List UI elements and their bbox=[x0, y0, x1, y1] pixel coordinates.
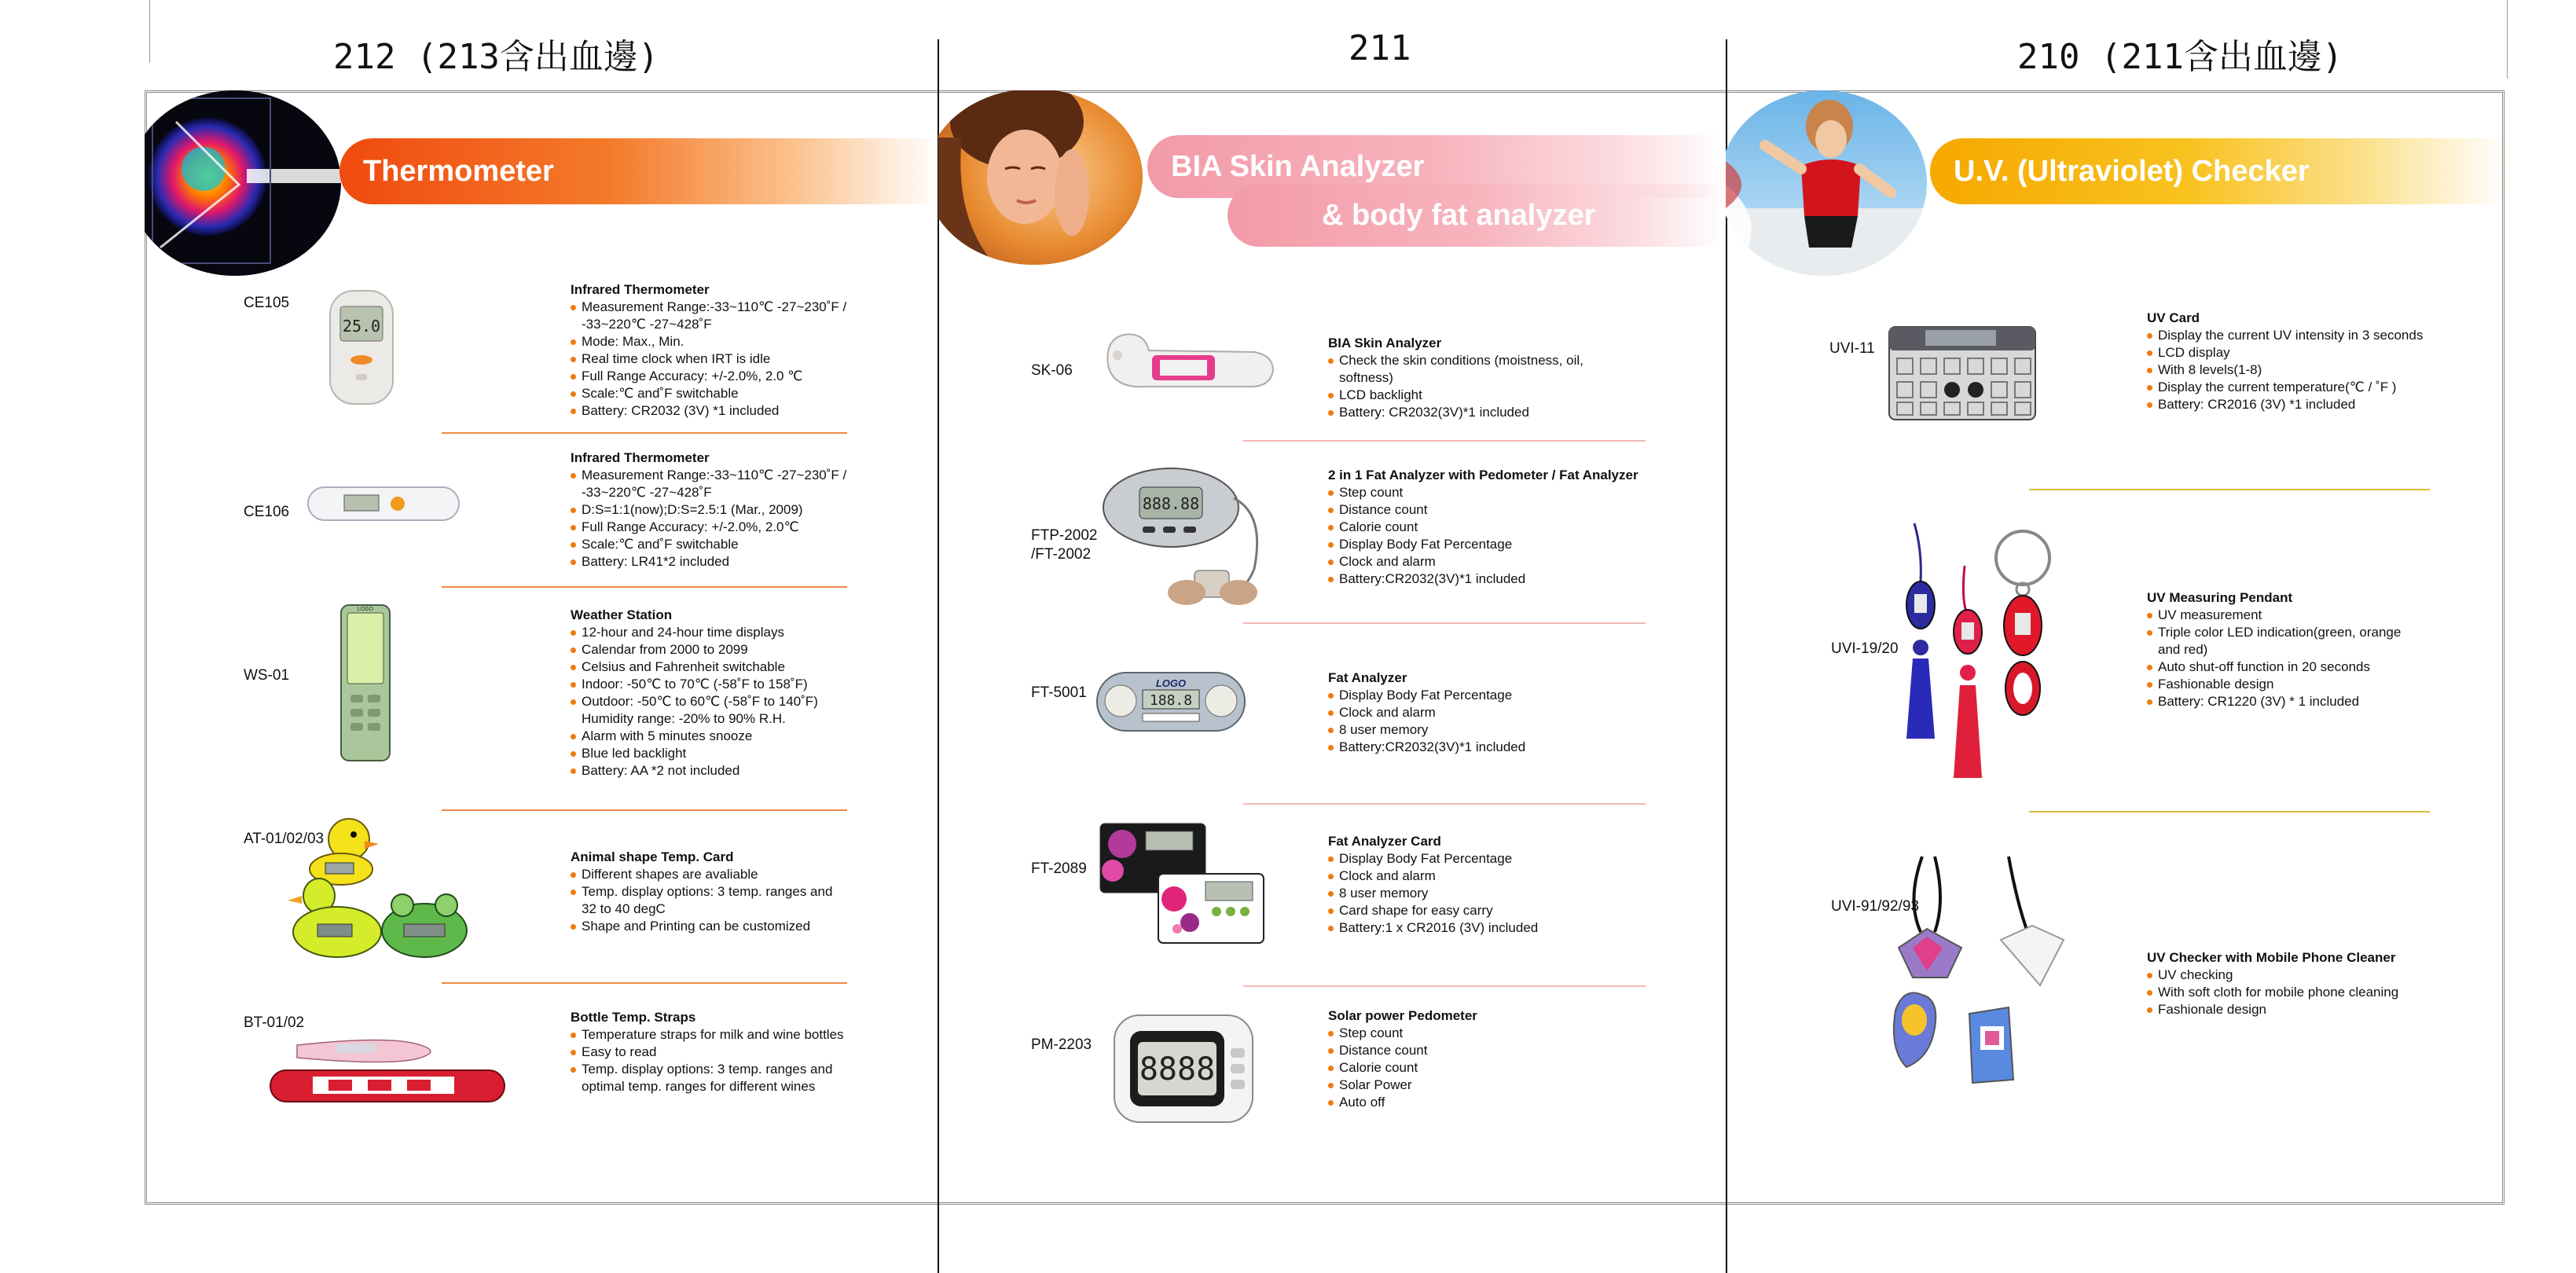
ft5001-title: Fat Analyzer bbox=[1328, 670, 1407, 685]
pm2203-feature: Distance count bbox=[1328, 1042, 1619, 1059]
ws01-feature: Humidity range: -20% to 90% R.H. bbox=[582, 711, 786, 726]
at01-feature: Temp. display options: 3 temp. ranges and bbox=[571, 883, 861, 901]
ftp2002-feature: Clock and alarm bbox=[1328, 553, 1658, 570]
ce105-screen-text: 25.0 bbox=[342, 317, 381, 336]
sk06-feature: Battery: CR2032(3V)*1 included bbox=[1328, 404, 1619, 421]
uvi19-description bbox=[2147, 589, 2461, 710]
ws01-logo: LOGO bbox=[357, 607, 374, 612]
ft5001-description bbox=[1328, 670, 1619, 756]
uvi11-feature: Display the current temperature(℃ / ˚F ) bbox=[2147, 379, 2461, 396]
separator bbox=[1243, 985, 1646, 987]
ftp2002-feature: Distance count bbox=[1328, 501, 1658, 519]
ft5001-feature: Clock and alarm bbox=[1328, 704, 1619, 721]
ce105-description bbox=[571, 281, 861, 420]
thermometer-header-image bbox=[145, 90, 341, 279]
separator bbox=[2029, 811, 2430, 813]
model-ftp2002 bbox=[1031, 526, 1097, 564]
ce105-feature: Full Range Accuracy: +/-2.0%, 2.0 ℃ bbox=[571, 368, 861, 385]
bia-header-photo bbox=[938, 90, 1143, 271]
pm2203-feature: Auto off bbox=[1328, 1094, 1619, 1111]
trim-mark-right bbox=[2507, 0, 2508, 79]
ws01-title: Weather Station bbox=[571, 607, 673, 622]
uv-header-photo bbox=[1726, 90, 1927, 279]
ws01-feature: Blue led backlight bbox=[571, 745, 861, 762]
uvi19-feature: Battery: CR1220 (3V) * 1 included bbox=[2147, 693, 2461, 710]
ft2089-fat-card-image bbox=[1099, 820, 1267, 946]
ft2089-feature: Card shape for easy carry bbox=[1328, 902, 1619, 919]
model-sk06: SK-06 bbox=[1031, 362, 1073, 379]
uvi91-phone-cleaners-image bbox=[1875, 853, 2087, 1089]
ce105-feature: Scale:℃ and˚F switchable bbox=[571, 385, 861, 402]
ce105-thermometer-image bbox=[326, 289, 397, 405]
at01-feature: Different shapes are avaliable bbox=[571, 866, 861, 883]
model-ft5001: FT-5001 bbox=[1031, 684, 1087, 701]
ce106-title: Infrared Thermometer bbox=[571, 450, 710, 465]
model-bt01: BT-01/02 bbox=[244, 1014, 305, 1031]
model-at01: AT-01/02/03 bbox=[244, 831, 325, 847]
ws01-feature: Indoor: -50℃ to 70℃ (-58˚F to 158˚F) bbox=[571, 676, 861, 693]
model-ft2089: FT-2089 bbox=[1031, 860, 1087, 877]
ft2089-feature: 8 user memory bbox=[1328, 885, 1619, 902]
uvi11-title: UV Card bbox=[2147, 310, 2200, 325]
uvi19-feature: Fashionable design bbox=[2147, 676, 2461, 693]
ce106-feature: Measurement Range:-33~110℃ -27~230˚F / bbox=[571, 467, 861, 484]
separator bbox=[1243, 622, 1646, 624]
model-ce105: CE105 bbox=[244, 295, 290, 311]
sk06-description bbox=[1328, 335, 1619, 421]
bia-banner-2: & body fat analyzer bbox=[1227, 184, 1726, 247]
separator bbox=[442, 432, 847, 434]
ftp2002-feature: Step count bbox=[1328, 484, 1658, 501]
bt01-feature: Easy to read bbox=[571, 1044, 861, 1061]
separator bbox=[442, 586, 847, 588]
uvi91-description bbox=[2147, 949, 2477, 1018]
ce105-feature: Real time clock when IRT is idle bbox=[571, 350, 861, 368]
ft5001-feature: 8 user memory bbox=[1328, 721, 1619, 739]
pm2203-pedometer-image bbox=[1106, 1007, 1260, 1130]
thermometer-banner: Thermometer bbox=[339, 138, 938, 204]
at01-feature: Shape and Printing can be customized bbox=[571, 918, 861, 935]
sk06-feature: softness) bbox=[1339, 370, 1393, 385]
bia-banner-1: BIA Skin Analyzer bbox=[1147, 135, 1726, 198]
ftp2002-description bbox=[1328, 467, 1658, 588]
at01-description bbox=[571, 849, 861, 935]
ce106-feature: Scale:℃ and˚F switchable bbox=[571, 536, 861, 553]
separator bbox=[2029, 489, 2430, 490]
ws01-weather-station-image bbox=[336, 603, 394, 762]
ws01-feature: Battery: AA *2 not included bbox=[571, 762, 861, 780]
ce106-thermometer-image bbox=[305, 482, 462, 525]
ft5001-logo: LOGO bbox=[1155, 677, 1187, 689]
uvi19-feature: UV measurement bbox=[2147, 607, 2461, 624]
model-uvi91: UVI-91/92/93 bbox=[1831, 898, 1919, 915]
model-uvi11: UVI-11 bbox=[1829, 340, 1875, 357]
sk06-feature: LCD backlight bbox=[1328, 387, 1619, 404]
bt01-feature: Temp. display options: 3 temp. ranges and bbox=[571, 1061, 861, 1078]
ce106-description bbox=[571, 449, 861, 570]
separator bbox=[442, 982, 847, 984]
uvi11-feature: LCD display bbox=[2147, 344, 2461, 361]
page-number-center: 211 bbox=[1349, 28, 1411, 68]
ft2089-feature: Display Body Fat Percentage bbox=[1328, 850, 1619, 868]
ce105-feature: Measurement Range:-33~110℃ -27~230˚F / bbox=[571, 299, 861, 316]
uvi19-pendants-image bbox=[1902, 519, 2059, 783]
ce105-feature: -33~220℃ -27~428˚F bbox=[582, 317, 712, 332]
model-ws01: WS-01 bbox=[244, 667, 290, 684]
ws01-feature: Outdoor: -50℃ to 60℃ (-58˚F to 140˚F) bbox=[571, 693, 861, 710]
pm2203-feature: Solar Power bbox=[1328, 1077, 1619, 1094]
ftp2002-title: 2 in 1 Fat Analyzer with Pedometer / Fat Analyzer bbox=[1328, 468, 1638, 482]
model-uvi19: UVI-19/20 bbox=[1831, 640, 1899, 657]
uvi19-feature: Triple color LED indication(green, orange bbox=[2147, 624, 2461, 641]
model-ftp2002-line2: /FT-2002 bbox=[1031, 546, 1092, 563]
ws01-feature: Alarm with 5 minutes snooze bbox=[571, 728, 861, 745]
ftp2002-fat-analyzer-image bbox=[1100, 467, 1273, 611]
sk06-title: BIA Skin Analyzer bbox=[1328, 336, 1442, 350]
pm2203-title: Solar power Pedometer bbox=[1328, 1008, 1477, 1023]
ft2089-title: Fat Analyzer Card bbox=[1328, 834, 1441, 849]
sk06-feature: Check the skin conditions (moistness, oil, bbox=[1328, 352, 1619, 369]
uvi91-feature: With soft cloth for mobile phone cleaning bbox=[2147, 984, 2477, 1001]
at01-feature: 32 to 40 degC bbox=[582, 901, 666, 916]
ws01-feature: 12-hour and 24-hour time displays bbox=[571, 624, 861, 641]
ce105-feature: Battery: CR2032 (3V) *1 included bbox=[571, 402, 861, 420]
ftp2002-feature: Battery:CR2032(3V)*1 included bbox=[1328, 570, 1658, 588]
separator bbox=[442, 809, 847, 811]
model-ftp2002-line1: FTP-2002 bbox=[1031, 527, 1098, 544]
ft2089-feature: Battery:1 x CR2016 (3V) included bbox=[1328, 919, 1619, 937]
bt01-description bbox=[571, 1009, 861, 1095]
uvi91-title: UV Checker with Mobile Phone Cleaner bbox=[2147, 950, 2396, 965]
uvi19-feature: and red) bbox=[2158, 642, 2208, 657]
ft2089-description bbox=[1328, 833, 1619, 937]
at01-title: Animal shape Temp. Card bbox=[571, 849, 734, 864]
ce106-feature: Full Range Accuracy: +/-2.0%, 2.0℃ bbox=[571, 519, 861, 536]
separator bbox=[1243, 440, 1646, 442]
uv-banner: U.V. (Ultraviolet) Checker bbox=[1930, 138, 2507, 204]
bt01-title: Bottle Temp. Straps bbox=[571, 1010, 696, 1025]
at01-animal-cards-image bbox=[286, 814, 475, 963]
ft2089-feature: Clock and alarm bbox=[1328, 868, 1619, 885]
ce106-feature: -33~220℃ -27~428˚F bbox=[582, 485, 712, 500]
uvi11-uv-card-image bbox=[1886, 324, 2038, 423]
ftp2002-feature: Calorie count bbox=[1328, 519, 1658, 536]
bt01-straps-image bbox=[266, 1034, 509, 1106]
pm2203-screen-text: 8888 bbox=[1139, 1051, 1216, 1088]
ws01-feature: Celsius and Fahrenheit switchable bbox=[571, 659, 861, 676]
ws01-description bbox=[571, 607, 861, 780]
uvi19-title: UV Measuring Pendant bbox=[2147, 590, 2293, 605]
ce106-feature: D:S=1:1(now);D:S=2.5:1 (Mar., 2009) bbox=[571, 501, 861, 519]
ce105-title: Infrared Thermometer bbox=[571, 282, 710, 297]
sk06-skin-analyzer-image bbox=[1097, 324, 1278, 402]
uvi91-feature: UV checking bbox=[2147, 967, 2477, 984]
ft5001-screen-text: 188.8 bbox=[1149, 692, 1193, 709]
trim-mark-left bbox=[149, 0, 150, 63]
pm2203-description bbox=[1328, 1007, 1619, 1111]
separator bbox=[1243, 803, 1646, 805]
ws01-feature: Calendar from 2000 to 2099 bbox=[571, 641, 861, 659]
uvi11-description bbox=[2147, 310, 2461, 413]
pm2203-feature: Step count bbox=[1328, 1025, 1619, 1042]
model-pm2203: PM-2203 bbox=[1031, 1036, 1092, 1053]
model-ce106: CE106 bbox=[244, 504, 290, 520]
bt01-feature: Temperature straps for milk and wine bottles bbox=[571, 1026, 861, 1044]
uvi11-feature: With 8 levels(1-8) bbox=[2147, 361, 2461, 379]
ce106-feature: Battery: LR41*2 included bbox=[571, 553, 861, 570]
ftp2002-screen-text: 888.88 bbox=[1142, 494, 1200, 513]
uvi11-feature: Battery: CR2016 (3V) *1 included bbox=[2147, 396, 2461, 413]
page-number-left: 212 (213含出血邊) bbox=[333, 37, 659, 77]
pm2203-feature: Calorie count bbox=[1328, 1059, 1619, 1077]
ft5001-fat-analyzer-image bbox=[1094, 670, 1248, 734]
bt01-feature: optimal temp. ranges for different wines bbox=[582, 1079, 816, 1094]
uvi11-feature: Display the current UV intensity in 3 seconds bbox=[2147, 327, 2461, 344]
uvi19-feature: Auto shut-off function in 20 seconds bbox=[2147, 659, 2461, 676]
page-number-right: 210 (211含出血邊) bbox=[2017, 37, 2343, 77]
ce105-feature: Mode: Max., Min. bbox=[571, 333, 861, 350]
ft5001-feature: Display Body Fat Percentage bbox=[1328, 687, 1619, 704]
ftp2002-feature: Display Body Fat Percentage bbox=[1328, 536, 1658, 553]
uvi91-feature: Fashionale design bbox=[2147, 1001, 2477, 1018]
ft5001-feature: Battery:CR2032(3V)*1 included bbox=[1328, 739, 1619, 756]
